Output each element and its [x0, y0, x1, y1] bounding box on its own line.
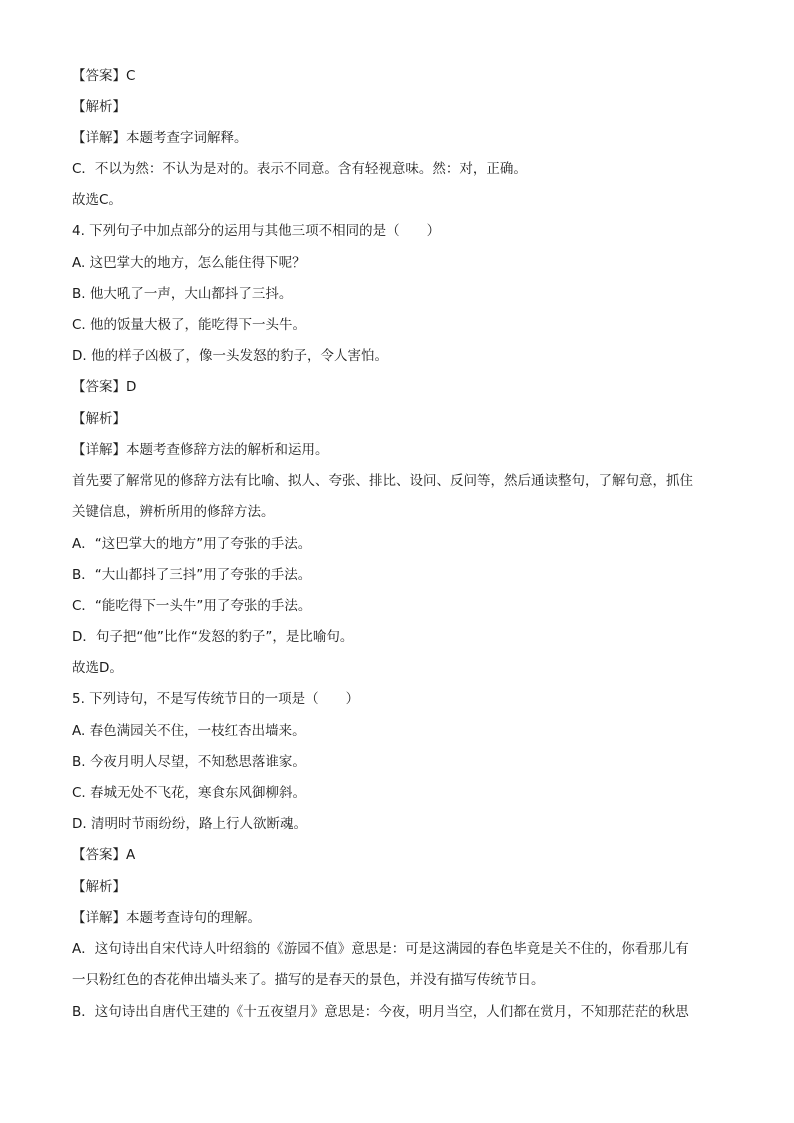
explanation-text: A．这句诗出自宋代诗人叶绍翁的《游园不值》意思是：可是这满园的春色毕竟是关不住的，你看那儿有 [72, 941, 689, 957]
explanation-text: C．不以为然：不认为是对的。表示不同意。含有轻视意味。然：对，正确。 [72, 161, 527, 177]
conclusion-text: 故选C。 [72, 192, 122, 208]
explanation-text: C．“能吃得下一头牛”用了夸张的手法。 [72, 598, 312, 614]
question-5-option-d: D. 清明时节雨纷纷，路上行人欲断魂。 [72, 816, 307, 832]
explanation-text: B．这句诗出自唐代王建的《十五夜望月》意思是：今夜，明月当空，人们都在赏月，不知那茫茫的秋思 [72, 1004, 689, 1020]
question-5-option-c: C. 春城无处不飞花，寒食东风御柳斜。 [72, 785, 307, 801]
question-4-option-b: B. 他大吼了一声，大山都抖了三抖。 [72, 286, 293, 302]
explanation-text: A．“这巴掌大的地方”用了夸张的手法。 [72, 536, 312, 552]
question-4-stem: 4. 下列句子中加点部分的运用与其他三项不相同的是（ ） [72, 223, 441, 239]
question-4-option-a: A. 这巴掌大的地方，怎么能住得下呢？ [72, 255, 306, 271]
explanation-text: 关键信息，辨析所用的修辞方法。 [72, 504, 275, 520]
answer-label-q5: 【答案】A [72, 847, 136, 863]
explanation-text: 首先要了解常见的修辞方法有比喻、拟人、夸张、排比、设问、反问等，然后通读整句，了解句意，抓住 [72, 473, 693, 489]
conclusion-text: 故选D。 [72, 660, 123, 676]
explanation-text: D．句子把“他”比作“发怒的豹子”，是比喻句。 [72, 629, 354, 645]
analysis-label-q4: 【解析】 [72, 411, 126, 427]
question-4-option-d: D. 他的样子凶极了，像一头发怒的豹子，令人害怕。 [72, 348, 388, 364]
explanation-text: B．“大山都抖了三抖”用了夸张的手法。 [72, 567, 312, 583]
question-5-option-b: B. 今夜月明人尽望，不知愁思落谁家。 [72, 754, 306, 770]
detail-explanation-q4: 【详解】本题考查修辞方法的解析和运用。 [72, 442, 329, 458]
answer-label-q3: 【答案】C [72, 68, 136, 84]
question-4-option-c: C. 他的饭量大极了，能吃得下一头牛。 [72, 317, 307, 333]
detail-explanation-q3: 【详解】本题考查字词解释。 [72, 130, 248, 146]
explanation-text: 一只粉红色的杏花伸出墙头来了。描写的是春天的景色，并没有描写传统节日。 [72, 972, 545, 988]
question-5-stem: 5. 下列诗句，不是写传统节日的一项是（ ） [72, 691, 360, 707]
answer-label-q4: 【答案】D [72, 379, 137, 395]
question-5-option-a: A. 春色满园关不住，一枝红杏出墙来。 [72, 723, 306, 739]
analysis-label-q5: 【解析】 [72, 879, 126, 895]
analysis-label-q3: 【解析】 [72, 99, 126, 115]
detail-explanation-q5: 【详解】本题考查诗句的理解。 [72, 910, 261, 926]
